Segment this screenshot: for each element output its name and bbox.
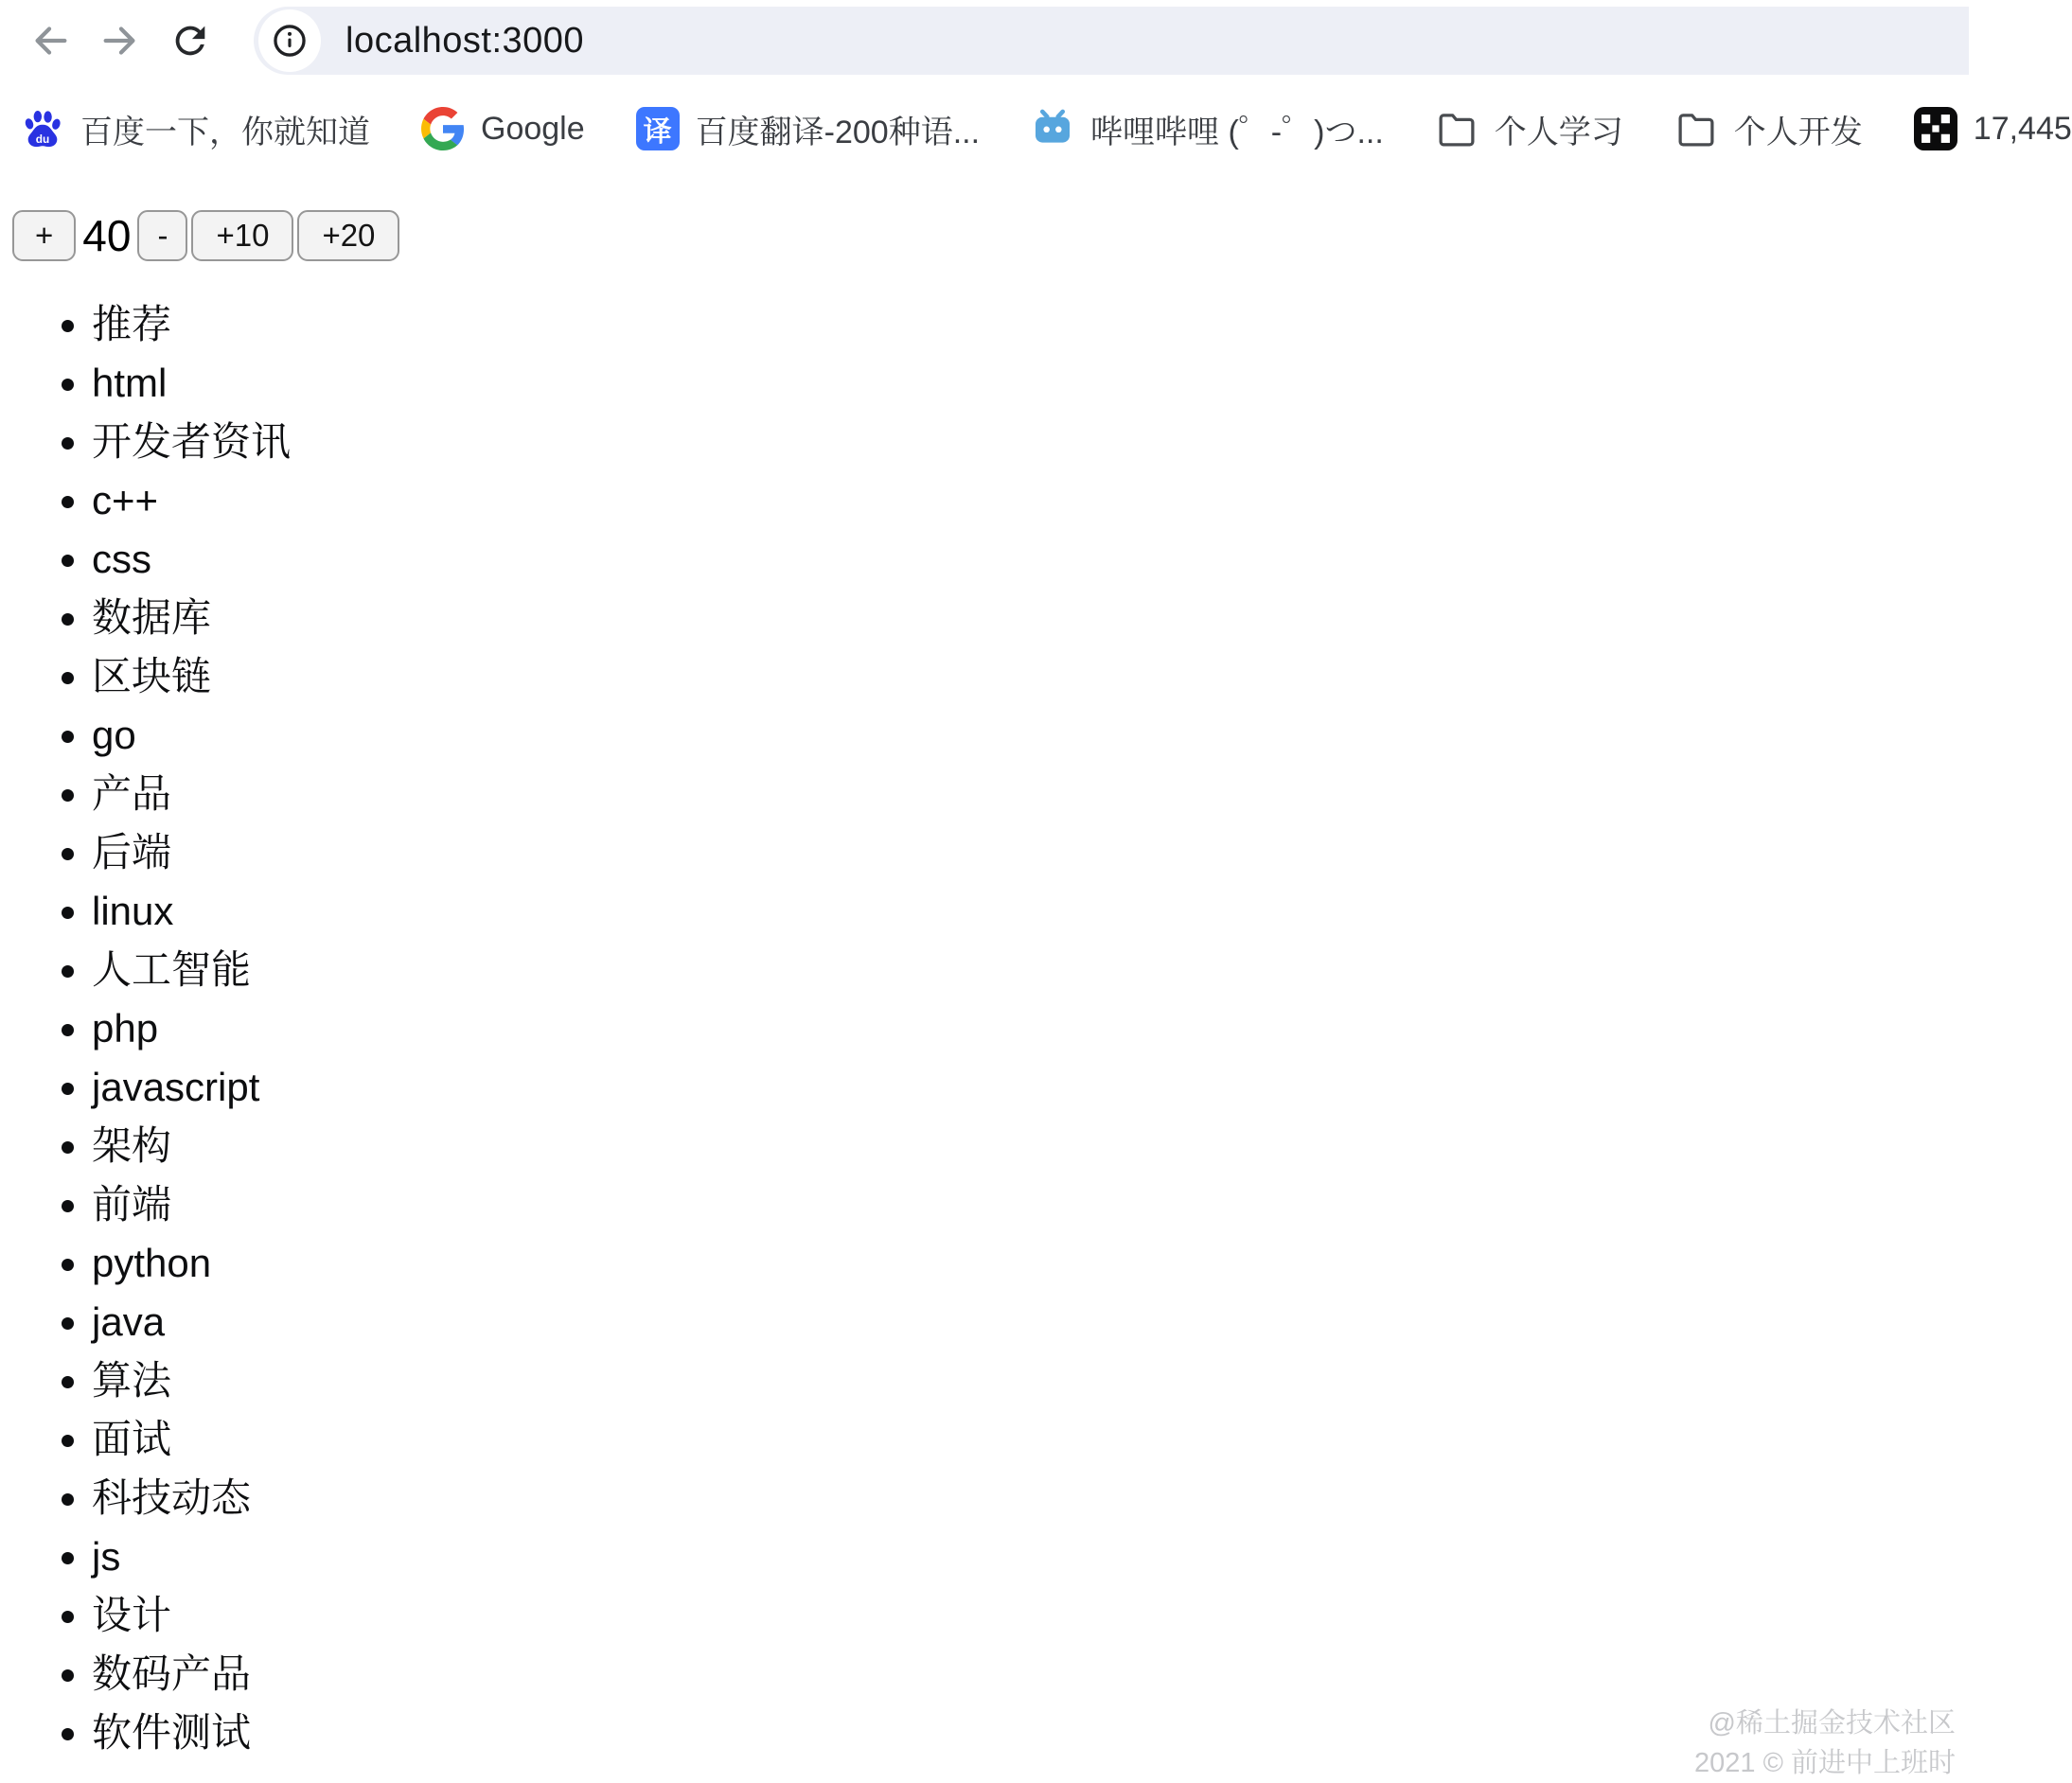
baidu-paw-icon bbox=[21, 107, 64, 150]
google-g-icon bbox=[421, 107, 465, 150]
page-info-button[interactable] bbox=[258, 9, 321, 72]
tag-item: • 区块链 bbox=[92, 657, 1969, 697]
browser-toolbar bbox=[0, 0, 1969, 81]
tag-item: • 数据库 bbox=[92, 598, 1969, 638]
bookmark-folder-personal-study[interactable] bbox=[1435, 106, 1623, 152]
bilibili-tv-icon bbox=[1031, 107, 1074, 150]
tag-item: • 人工智能 bbox=[92, 950, 1969, 990]
bookmark-folder-personal-dev[interactable] bbox=[1674, 106, 1863, 152]
tag-item: • go bbox=[92, 715, 1969, 755]
forward-button[interactable] bbox=[97, 18, 143, 63]
decrement-button[interactable]: - bbox=[137, 210, 187, 261]
increment-button[interactable]: + bbox=[12, 210, 76, 261]
tag-item: • js bbox=[92, 1537, 1969, 1577]
tag-item: • 后端 bbox=[92, 833, 1969, 873]
back-arrow-icon bbox=[28, 19, 72, 62]
tag-item: • javascript bbox=[92, 1068, 1969, 1107]
url-text[interactable]: localhost:3000 bbox=[345, 20, 585, 61]
bookmark-pixel-count[interactable] bbox=[1914, 107, 2072, 150]
tag-item: • 前端 bbox=[92, 1185, 1969, 1225]
page-content bbox=[0, 176, 1969, 1778]
svg-text:du: du bbox=[35, 132, 50, 146]
bookmark-label: 百度一下，你就知道 bbox=[80, 114, 370, 150]
tag-item: • 架构 bbox=[92, 1126, 1969, 1166]
tag-item: • 推荐 bbox=[92, 305, 1969, 344]
folder-icon bbox=[1435, 107, 1479, 150]
tag-item: • 算法 bbox=[92, 1361, 1969, 1401]
tag-list bbox=[12, 302, 1969, 1755]
tag-item: • 软件测试 bbox=[92, 1713, 1969, 1753]
url-bar[interactable] bbox=[254, 7, 1969, 75]
tag-item: • php bbox=[92, 1009, 1969, 1049]
counter-widget bbox=[12, 210, 1969, 261]
pixel-grid-icon bbox=[1914, 107, 1957, 150]
watermark-line2-partial: 2021 © 前进中上班时 bbox=[1694, 1748, 1956, 1778]
bookmark-label: 哔哩哔哩 (゜-゜)つ... bbox=[1090, 114, 1384, 150]
tag-item: • 数码产品 bbox=[92, 1654, 1969, 1694]
add-ten-button[interactable]: +10 bbox=[191, 210, 293, 261]
bookmark-label: 个人开发 bbox=[1733, 114, 1863, 150]
tag-item: • python bbox=[92, 1244, 1969, 1283]
bookmark-baidu-translate[interactable] bbox=[636, 106, 980, 152]
tag-item: • c++ bbox=[92, 481, 1969, 521]
baidu-translate-icon: 译 bbox=[636, 107, 680, 150]
tag-item: • 产品 bbox=[92, 774, 1969, 814]
add-twenty-button[interactable]: +20 bbox=[297, 210, 399, 261]
forward-arrow-icon bbox=[98, 19, 142, 62]
info-icon bbox=[270, 21, 310, 61]
bookmark-label: 百度翻译-200种语... bbox=[695, 114, 981, 150]
tag-item: • css bbox=[92, 539, 1969, 579]
tag-item: • 科技动态 bbox=[92, 1478, 1969, 1518]
bookmark-baidu[interactable] bbox=[21, 106, 370, 152]
bookmark-label: 17,445 bbox=[1973, 110, 2072, 147]
reload-button[interactable] bbox=[168, 18, 213, 63]
bookmark-google[interactable] bbox=[421, 107, 585, 150]
tag-item: • 设计 bbox=[92, 1596, 1969, 1635]
back-button[interactable] bbox=[27, 18, 73, 63]
tag-item: • java bbox=[92, 1302, 1969, 1342]
bookmarks-bar bbox=[0, 81, 2072, 176]
tag-item: • html bbox=[92, 363, 1969, 403]
watermark-line1: @稀土掘金技术社区 bbox=[1708, 1708, 1956, 1739]
counter-value: 40 bbox=[82, 211, 132, 260]
bookmark-label: Google bbox=[481, 110, 585, 147]
folder-icon bbox=[1674, 107, 1718, 150]
tag-item: • 开发者资讯 bbox=[92, 422, 1969, 462]
reload-icon bbox=[168, 19, 212, 62]
bookmark-bilibili[interactable] bbox=[1031, 106, 1384, 152]
bookmark-label: 个人学习 bbox=[1494, 114, 1623, 150]
tag-item: • linux bbox=[92, 892, 1969, 931]
tag-item: • 面试 bbox=[92, 1420, 1969, 1459]
watermark bbox=[1694, 1704, 1956, 1783]
